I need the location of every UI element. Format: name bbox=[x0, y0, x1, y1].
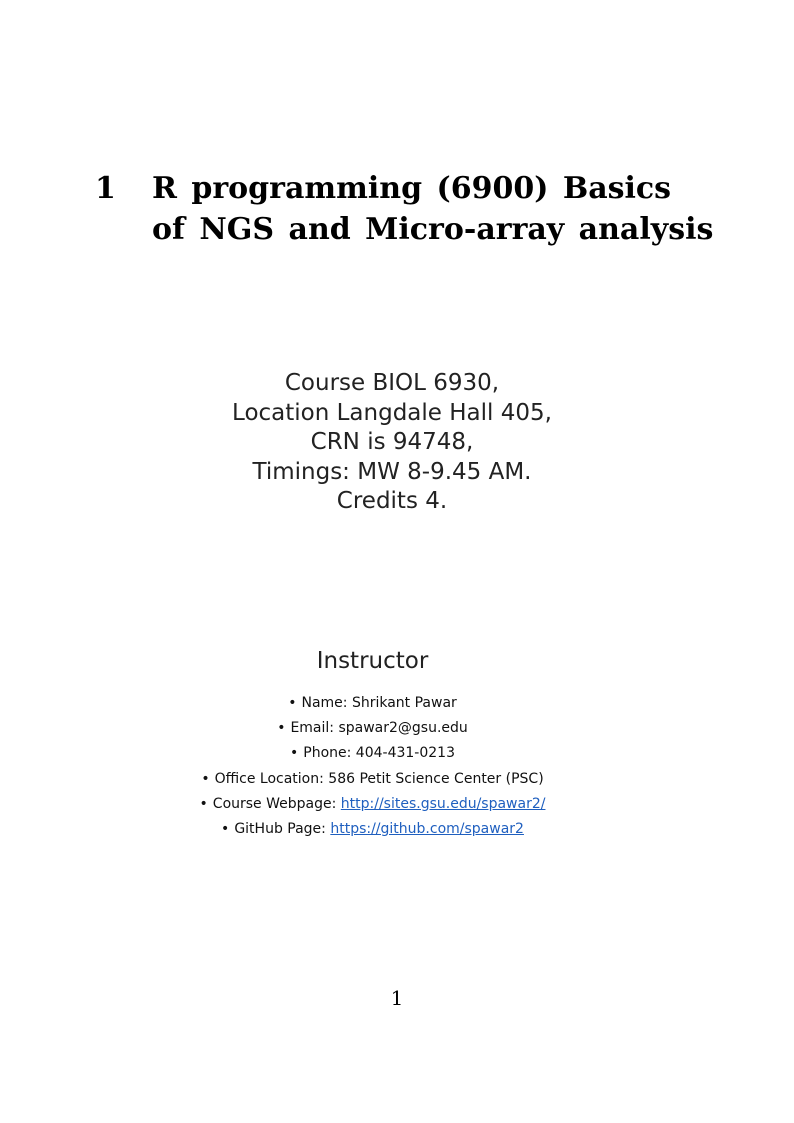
bullet-icon: • bbox=[199, 795, 208, 812]
course-info-block bbox=[0, 369, 784, 517]
course-webpage-label: Course Webpage: bbox=[212, 795, 341, 812]
course-location-line: Location Langdale Hall 405, bbox=[232, 399, 552, 426]
instructor-phone: Phone: 404-431-0213 bbox=[303, 745, 455, 762]
bullet-icon: • bbox=[221, 821, 230, 838]
bullet-icon: • bbox=[201, 770, 210, 787]
list-item-name bbox=[0, 691, 745, 716]
github-page-link[interactable]: https://github.com/spawar2 bbox=[330, 821, 524, 838]
bullet-icon: • bbox=[288, 695, 297, 711]
course-timings-line: Timings: MW 8-9.45 AM. bbox=[252, 458, 532, 485]
course-code-line: Course BIOL 6930, bbox=[284, 370, 500, 396]
section-number: 1 bbox=[95, 171, 116, 206]
list-item-email bbox=[0, 716, 745, 741]
section-title: R programming (6900) Basics of NGS and Micro-array analysis bbox=[152, 171, 714, 247]
list-item-phone bbox=[0, 741, 745, 766]
list-item-github bbox=[0, 817, 745, 842]
instructor-email: Email: spawar2@gsu.edu bbox=[290, 720, 468, 737]
page-number: 1 bbox=[390, 986, 404, 1010]
instructor-heading: Instructor bbox=[316, 648, 429, 674]
instructor-contact-list bbox=[0, 691, 745, 842]
course-crn-line: CRN is 94748, bbox=[310, 429, 474, 455]
bullet-icon: • bbox=[277, 720, 286, 737]
instructor-office-location: Office Location: 586 Petit Science Center (PSC) bbox=[214, 770, 544, 787]
github-page-label: GitHub Page: bbox=[234, 821, 331, 838]
list-item-office bbox=[0, 767, 745, 792]
instructor-name: Name: Shrikant Pawar bbox=[301, 695, 457, 711]
bullet-icon: • bbox=[290, 745, 299, 762]
list-item-webpage bbox=[0, 792, 745, 817]
course-credits-line: Credits 4. bbox=[336, 488, 448, 514]
course-webpage-link[interactable]: http://sites.gsu.edu/spawar2/ bbox=[340, 795, 546, 812]
